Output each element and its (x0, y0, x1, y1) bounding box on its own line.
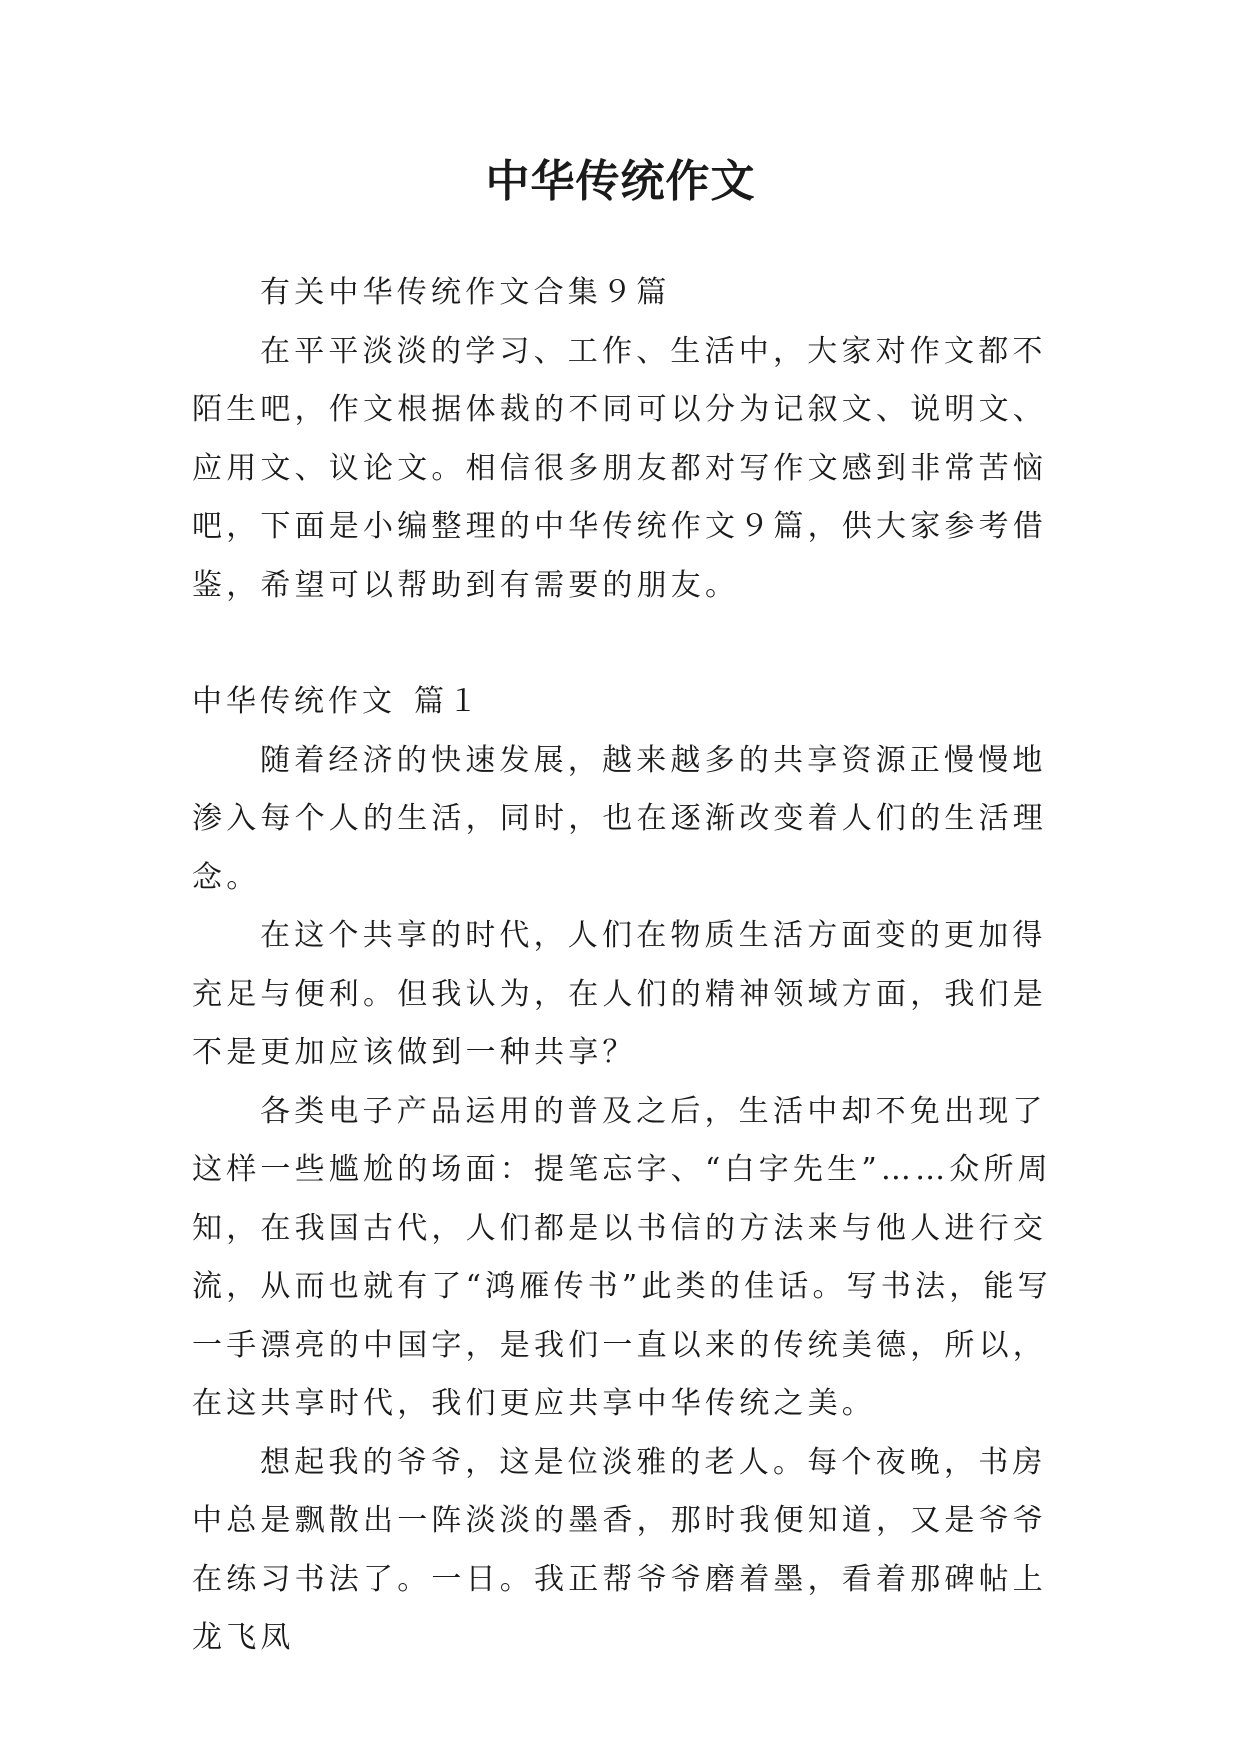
spacer (192, 615, 1052, 673)
subtitle: 有关中华传统作文合集９篇 (260, 275, 671, 310)
document-title: 中华传统作文 (485, 156, 756, 207)
paragraph: 随着经济的快速发展，越来越多的共享资源正慢慢地渗入每个人的生活，同时，也在逐渐改变着人们的生活理念。 (192, 742, 1047, 895)
intro-paragraph: 在平平淡淡的学习、工作、生活中，大家对作文都不陌生吧，作文根据体裁的不同可以分为记叙文、说明文、应用文、议论文。相信很多朋友都对写作文感到非常苦恼吧，下面是小编整理的中华传统作文９篇，供大家参考借鉴，希望可以帮助到有需要的朋友。 (192, 333, 1047, 603)
section-title: 中华传统作文 (192, 684, 396, 719)
paragraph: 在这个共享的时代，人们在物质生活方面变的更加得充足与便利。但我认为，在人们的精神领域方面，我们是不是更加应该做到一种共享？ (192, 918, 1047, 1070)
paragraph: 想起我的爷爷，这是位淡雅的老人。每个夜晚，书房中总是飘散出一阵淡淡的墨香，那时我便知道，又是爷爷在练习书法了。一日。我正帮爷爷磨着墨，看着那碑帖上龙飞凤 (192, 1444, 1047, 1655)
document-body (192, 264, 1052, 1668)
section-part: 篇１ (414, 684, 482, 719)
section-heading (192, 673, 1052, 732)
paragraph: 各类电子产品运用的普及之后，生活中却不免出现了这样一些尴尬的场面：提笔忘字、“白字先生”……众所周知，在我国古代，人们都是以书信的方法来与他人进行交流，从而也就有了“鸿雁传书”此类的佳话。写书法，能写一手漂亮的中国字，是我们一直以来的传统美德，所以，在这共享时代，我们更应共享中华传统之美。 (192, 1093, 1052, 1421)
